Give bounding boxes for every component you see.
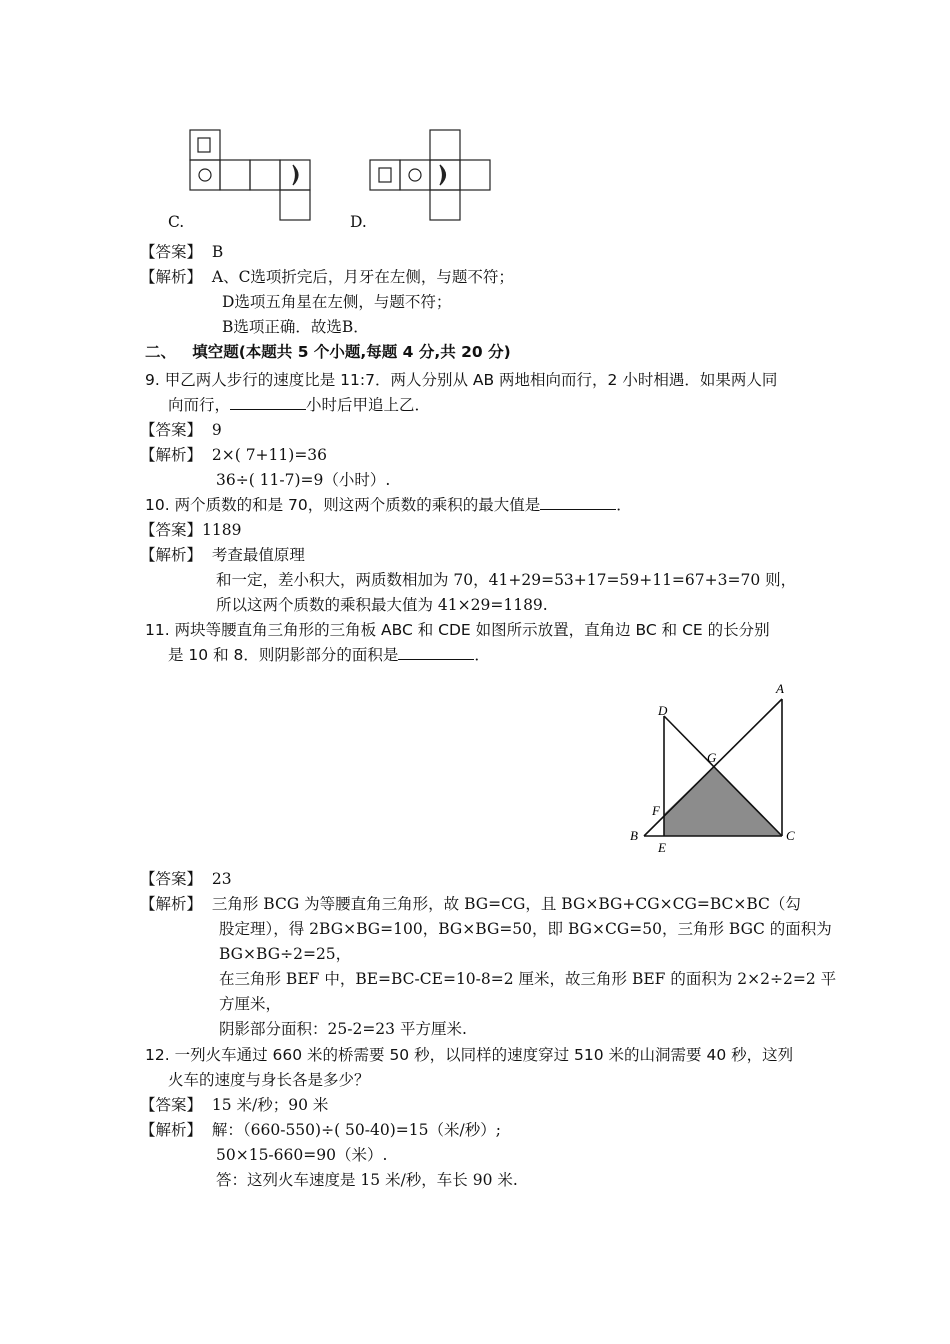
cube-net-d	[370, 130, 490, 220]
q11-analysis-line-5: 方厘米，	[219, 995, 282, 1013]
q9-analysis-line-1	[140, 445, 327, 465]
answer-blank	[540, 495, 616, 510]
q12-analysis-line-3: 答：这列火车速度是 15 米/秒，车长 90 米.	[216, 1171, 518, 1189]
section-number: 二、	[145, 343, 177, 361]
cube-net-figures	[160, 120, 520, 230]
answer-blank	[230, 395, 306, 410]
q12-answer-line	[140, 1095, 328, 1115]
analysis-label: 【解析】	[140, 268, 203, 286]
label-e: E	[658, 840, 666, 855]
q12-answer: 15 米/秒；90 米	[211, 1096, 329, 1114]
q8-analysis-line-2: D选项五角星在左侧，与题不符；	[222, 293, 452, 311]
q12-analysis-line-2: 50×15-660=90（米）.	[216, 1146, 388, 1164]
q10-analysis-text: 考查最值原理	[211, 546, 305, 564]
answer-label: 【答案】	[140, 1096, 203, 1114]
analysis-label: 【解析】	[140, 895, 203, 913]
answer-label: 【答案】	[140, 421, 203, 439]
q11-analysis-line-6: 阴影部分面积：25-2=23 平方厘米.	[219, 1020, 467, 1038]
analysis-label: 【解析】	[140, 546, 203, 564]
q10-answer-line	[140, 520, 241, 540]
q8-answer: B	[211, 243, 224, 261]
analysis-label: 【解析】	[140, 1121, 203, 1139]
q10-analysis-line-1	[140, 545, 305, 565]
q12-analysis-line-1	[140, 1120, 501, 1140]
q8-analysis-line-3: B选项正确．故选B．	[222, 318, 369, 336]
label-b: B	[630, 828, 638, 843]
q11-analysis-line-1	[140, 894, 801, 914]
q11-analysis-line-4: 在三角形 BEF 中，BE=BC-CE=10-8=2 厘米，故三角形 BEF 的面积为 2×2÷2=2 平	[219, 970, 837, 988]
option-d-label: D.	[350, 213, 367, 231]
label-c: C	[786, 828, 795, 843]
q9-analysis-text: 2×( 7+11)=36	[211, 446, 328, 464]
section-heading	[145, 342, 511, 362]
label-d: D	[658, 703, 668, 718]
q9-stem-line-1: 9. 甲乙两人步行的速度比是 11:7．两人分别从 AB 两地相向而行，2 小时相遇．如果两人同	[145, 371, 778, 389]
q11-stem-text-end: ．	[474, 646, 490, 664]
q9-stem-line-2	[168, 395, 430, 415]
q11-stem-text: 是 10 和 8．则阴影部分的面积是	[168, 646, 399, 664]
answer-blank	[398, 645, 474, 660]
q12-analysis-text: 解：（660-550)÷( 50-40)=15（米/秒）;	[211, 1121, 501, 1139]
q11-answer: 23	[211, 870, 232, 888]
q8-analysis-line-1	[140, 267, 514, 287]
analysis-label: 【解析】	[140, 446, 203, 464]
q10-analysis-line-3: 所以这两个质数的乘积最大值为 41×29=1189.	[216, 596, 548, 614]
cube-net-c	[190, 130, 310, 220]
q11-answer-line	[140, 869, 232, 889]
q12-stem-line-1: 12. 一列火车通过 660 米的桥需要 50 秒，以同样的速度穿过 510 米的山洞需要 40 秒，这列	[145, 1046, 794, 1064]
shaded-region	[664, 767, 782, 836]
q8-analysis-text: A、C选项折完后，月牙在左侧，与题不符；	[211, 268, 514, 286]
q9-stem-text: 向而行，	[168, 396, 231, 414]
q10-stem-text-end: ．	[616, 496, 632, 514]
section-title: 填空题(本题共 5 个小题,每题 4 分,共 20 分)	[192, 343, 511, 361]
q9-answer: 9	[211, 421, 222, 439]
q11-analysis-text: 三角形 BCG 为等腰直角三角形，故 BG=CG，且 BG×BG+CG×CG=BC×BC（勾	[211, 895, 801, 913]
q8-answer-line	[140, 242, 223, 262]
q10-analysis-line-2: 和一定，差小积大，两质数相加为 70，41+29=53+17=59+11=67+3=70 则，	[216, 571, 797, 589]
q9-stem-text-end: 小时后甲追上乙．	[306, 396, 431, 414]
q11-analysis-line-3: BG×BG÷2=25，	[219, 945, 352, 963]
label-a: A	[776, 681, 784, 696]
answer-label: 【答案】	[140, 870, 203, 888]
q10-stem-line-1	[145, 495, 632, 515]
q9-answer-line	[140, 420, 222, 440]
q12-stem-line-2: 火车的速度与身长各是多少？	[168, 1071, 370, 1089]
q9-analysis-line-2: 36÷( 11-7)=9（小时）.	[216, 471, 391, 489]
q11-analysis-line-2: 股定理），得 2BG×BG=100，BG×BG=50，即 BG×CG=50，三角形 BGC 的面积为	[219, 920, 832, 938]
label-g: G	[707, 750, 717, 765]
answer-label: 【答案】	[140, 521, 203, 539]
triangle-figure	[620, 675, 810, 860]
q10-stem-text: 10. 两个质数的和是 70，则这两个质数的乘积的最大值是	[145, 496, 541, 514]
label-f: F	[652, 803, 660, 818]
answer-label: 【答案】	[140, 243, 203, 261]
q11-stem-line-2	[168, 645, 490, 665]
q11-stem-line-1: 11. 两块等腰直角三角形的三角板 ABC 和 CDE 如图所示放置，直角边 BC 和 CE 的长分别	[145, 621, 770, 639]
q10-answer: 1189	[202, 521, 242, 539]
option-c-label: C.	[168, 213, 185, 231]
